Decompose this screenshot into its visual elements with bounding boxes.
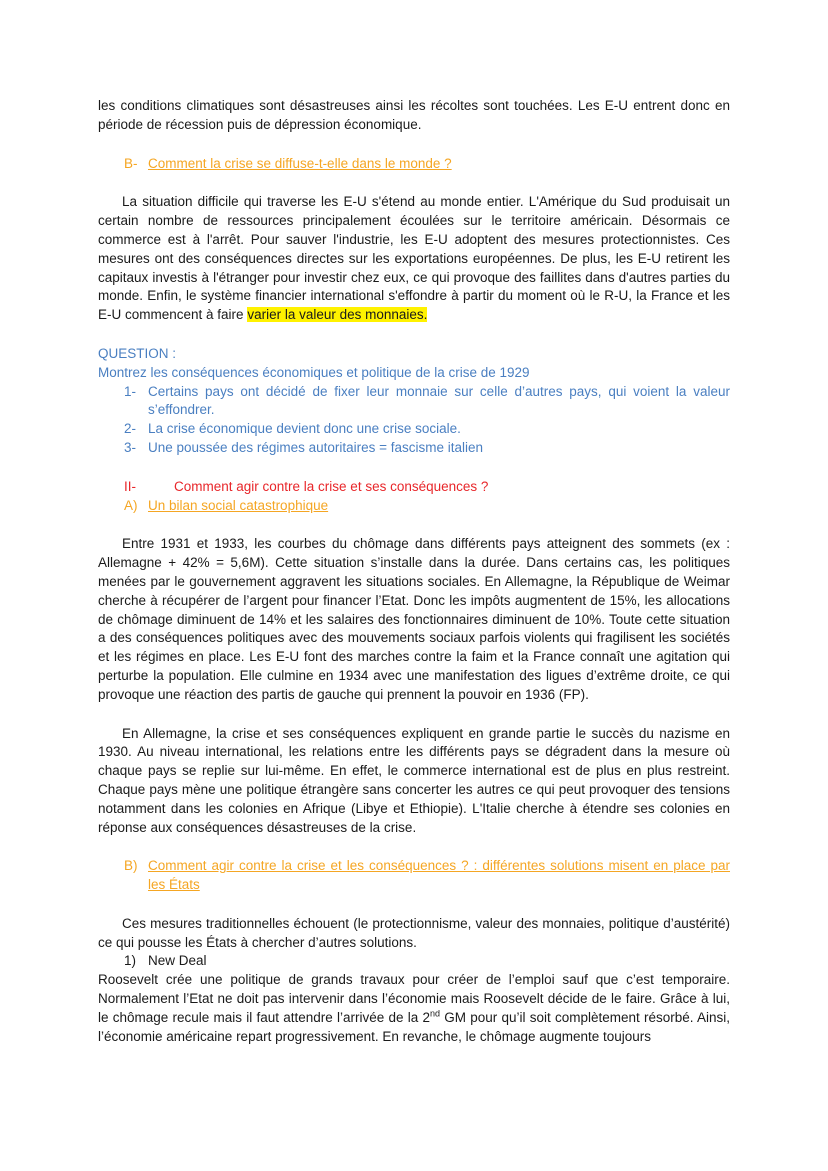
heading-bilan-social (98, 497, 730, 516)
heading-text: Comment agir contre la crise et ses conséquences ? (174, 478, 489, 494)
heading-text: Comment la crise se diffuse-t-elle dans le monde ? (148, 155, 452, 171)
question-prompt: Montrez les conséquences économiques et politique de la crise de 1929 (98, 364, 530, 380)
heading-number: II- (124, 478, 136, 494)
diffusion-paragraph (98, 193, 730, 325)
list-item-text: La crise économique devient donc une crise sociale. (148, 421, 461, 437)
roosevelt-text-b: GM pour qu’il soit complètement résorbé. Ainsi, l’économie américaine repart progressivement. En revanche, le chômage augmente toujours (98, 1009, 731, 1044)
question-block (98, 345, 730, 458)
list-item-number: 1) (124, 953, 137, 969)
intro-paragraph: les conditions climatiques sont désastreuses ainsi les récoltes sont touchées. Les E-U entrent donc en période de récession puis de dépression économique. (98, 98, 730, 132)
heading-text: Un bilan social catastrophique (148, 497, 329, 513)
superscript-nd: nd (430, 1008, 441, 1019)
new-deal-heading (98, 952, 730, 971)
roosevelt-paragraph (98, 971, 730, 1046)
question-label: QUESTION : (98, 345, 177, 361)
list-item-number: 2- (124, 421, 137, 437)
heading-number: B) (124, 858, 138, 874)
list-item (124, 420, 730, 439)
question-list (98, 383, 730, 458)
list-item-text: New Deal (148, 953, 207, 969)
list-item-number: 1- (124, 383, 137, 399)
list-item-number: 3- (124, 439, 137, 455)
list-item-text: Certains pays ont décidé de fixer leur monnaie sur celle d’autres pays, qui voient la valeur s’effondrer. (148, 383, 730, 418)
heading-number: B- (124, 155, 138, 171)
bilan-paragraph: Entre 1931 et 1933, les courbes du chômage dans différents pays atteignent des sommets (ex : Allemagne + 42% = 5,6M). Cette situation s’installe dans la durée. Dans certains cas, les politiques menées par le gouvernement aggravent les situations sociales. En Allemagne, la République de Weimar cherche à récupérer de l’argent pour financer l’Etat. Donc les impôts augmentent de 15%, les allocations de chômage diminuent de 14% et les salaires des fonctionnaires diminuent de 10%. Toute cette situation a des conséquences politiques avec des mouvements sociaux parfois violents qui fragilisent les sociétés et les régimes en place. Les E-U font des marches contre la faim et la France connaît une agitation qui perturbe la population. Elle culmine en 1934 avec une manifestation des ligues d’extrême droite, ce qui provoque une réaction des partis de gauche qui prennent la pouvoir en 1936 (FP). (98, 536, 730, 702)
diffusion-text: La situation difficile qui traverse les E-U s'étend au monde entier. L'Amérique du Sud produisait un certain nombre de ressources principalement écoulées sur le territoire américain. Désormais ce commerce est à l'arrêt. Pour sauver l'industrie, les E-U adoptent des mesures protectionnistes. Ces mesures ont des conséquences directes sur les exportations européennes. De plus, les E-U retirent les capitaux investis à l'étranger pour investir chez eux, ce qui provoque des faillites dans d'autres parties du monde. Enfin, le système financier international s'effondre à partir du moment où le R-U, la France et les E-U commencent à faire (98, 194, 730, 323)
list-item-text: Une poussée des régimes autoritaires = fascisme italien (148, 439, 484, 455)
mesures-paragraph: Ces mesures traditionnelles échouent (le protectionnisme, valeur des monnaies, politique d’austérité) ce qui pousse les États à chercher d’autres solutions. (98, 915, 730, 950)
list-item (124, 383, 730, 421)
heading-text: Comment agir contre la crise et les conséquences ? : différentes solutions misent en place par les États (148, 858, 730, 893)
highlighted-text: varier la valeur des monnaies. (247, 307, 428, 323)
allemagne-paragraph: En Allemagne, la crise et ses conséquences expliquent en grande partie le succès du nazisme en 1930. Au niveau international, les relations entre les différents pays se dégradent dans la mesure où chaque pays se replie sur lui-même. En effet, le commerce international est de plus en plus restreint. Chaque pays mène une politique étrangère sans concerter les autres ce qui peut provoquer des tensions notamment dans les colonies en Afrique (Libye et Ethiopie). L'Italie cherche à étendre ses colonies en réponse aux conséquences désastreuses de la crise. (98, 725, 730, 835)
roosevelt-text-a: Roosevelt crée une politique de grands travaux pour créer de l’emploi sauf que c’est temporaire. Normalement l’Etat ne doit pas intervenir dans l’économie mais Roosevelt décide de le faire. Grâce à lui, le chômage recule mais il faut attendre l’arrivée de la 2 (98, 972, 730, 1025)
heading-number: A) (124, 497, 138, 513)
heading-solutions (98, 857, 730, 895)
heading-part-ii (98, 478, 730, 497)
list-item (124, 439, 730, 458)
heading-crise-diffusion (98, 155, 730, 174)
